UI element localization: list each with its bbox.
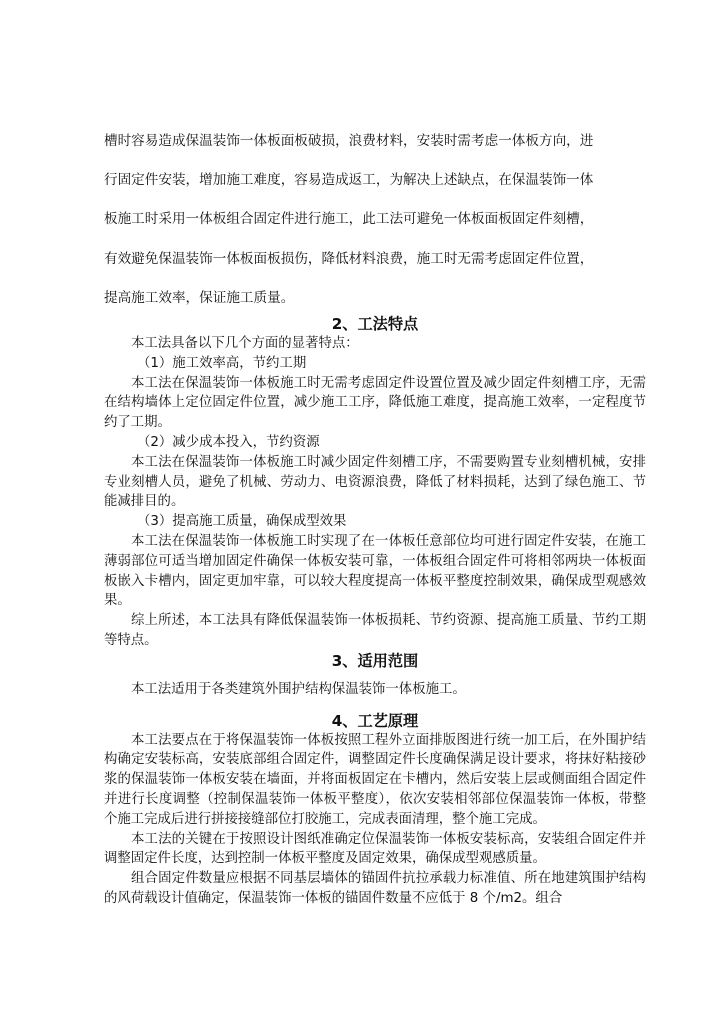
item-3-title: （3）提高施工质量，确保成型效果 [137,514,347,530]
item-2-title: （2）减少成本投入，节约资源 [137,434,320,450]
section-3-heading: 3、适用范围 [331,651,419,670]
section-2-lead: 本工法具备以下几个方面的显著特点： [131,336,359,351]
section-4-paragraph-2: 本工法的关键在于按照设计图纸准确定位保温装饰一体板安装标高，安装组合固定件并调整固定件长度，达到控制一体板平整度及固定效果，确保成型观感质量。 [104,831,646,867]
document-body [104,314,646,909]
section-3-text: 本工法适用于各类建筑外围护结构保温装饰一体板施工。 [131,681,466,697]
section-2-heading: 2、工法特点 [331,315,419,333]
section-4-paragraph-3: 组合固定件数量应根据不同基层墙体的锚固件抗拉承载力标准值、所在地建筑围护结构的风荷载设计值确定，保温装饰一体板的锚固件数量不应低于 8 个/m2。组合 [104,871,646,906]
intro-line: 板施工时采用一体板组合固定件进行施工，此工法可避免一体板面板固定件刻槽， [104,211,594,228]
item-1-text: 本工法在保温装饰一体板施工时无需考虑固定件设置位置及减少固定件刻槽工序，无需在结构墙体上定位固定件位置，减少施工工序，降低施工难度，提高施工效率，一定程度节约了工期。 [104,375,646,431]
intro-line: 提高施工效率，保证施工质量。 [104,289,295,306]
item-2-text: 本工法在保温装饰一体板施工时减少固定件刻槽工序，不需要购置专业刻槽机械，安排专业刻槽人员，避免了机械、劳动力、电资源浪费，降低了材料损耗，达到了绿色施工、节能减排目的。 [104,454,646,510]
intro-paragraph [104,122,644,318]
intro-line: 槽时容易造成保温装饰一体板面板破损，浪费材料，安装时需考虑一体板方向，进 [104,133,594,149]
section-4-heading: 4、工艺原理 [331,711,419,730]
intro-line: 行固定件安装，增加施工难度，容易造成返工，为解决上述缺点，在保温装饰一体 [104,172,594,189]
item-1-title: （1）施工效率高，节约工期 [137,355,307,371]
section-4-paragraph-1: 本工法要点在于将保温装饰一体板按照工程外立面排版图进行统一加工后，在外围护结构确定安装标高，安装底部组合固定件，调整固定件长度确保满足设计要求，将抹好粘接砂浆的保温装饰一体板安装在墙面，并将面板固定在卡槽内，然后安装上层或侧面组合固定件并进行长度调整（控制保温装饰一体板平整度），依次安装相邻部位保温装饰一体板，带整个施工完成后进行拼接接缝部位打胶施工，完成表面清理，整个施工完成。 [104,732,646,827]
intro-line: 有效避免保温装饰一体板面板损伤，降低材料浪费，施工时无需考虑固定件位置， [104,250,594,267]
section-2-summary: 综上所述，本工法具有降低保温装饰一体板损耗、节约资源、提高施工质量、节约工期等特点。 [104,613,646,648]
item-3-text: 本工法在保温装饰一体板施工时实现了在一体板任意部位均可进行固定件安装，在施工薄弱部位可适当增加固定件确保一体板安装可靠，一体板组合固定件可将相邻两块一体板面板嵌入卡槽内，固定更加牢靠，可以较大程度提高一体板平整度控制效果，确保成型观感效果。 [104,533,646,609]
